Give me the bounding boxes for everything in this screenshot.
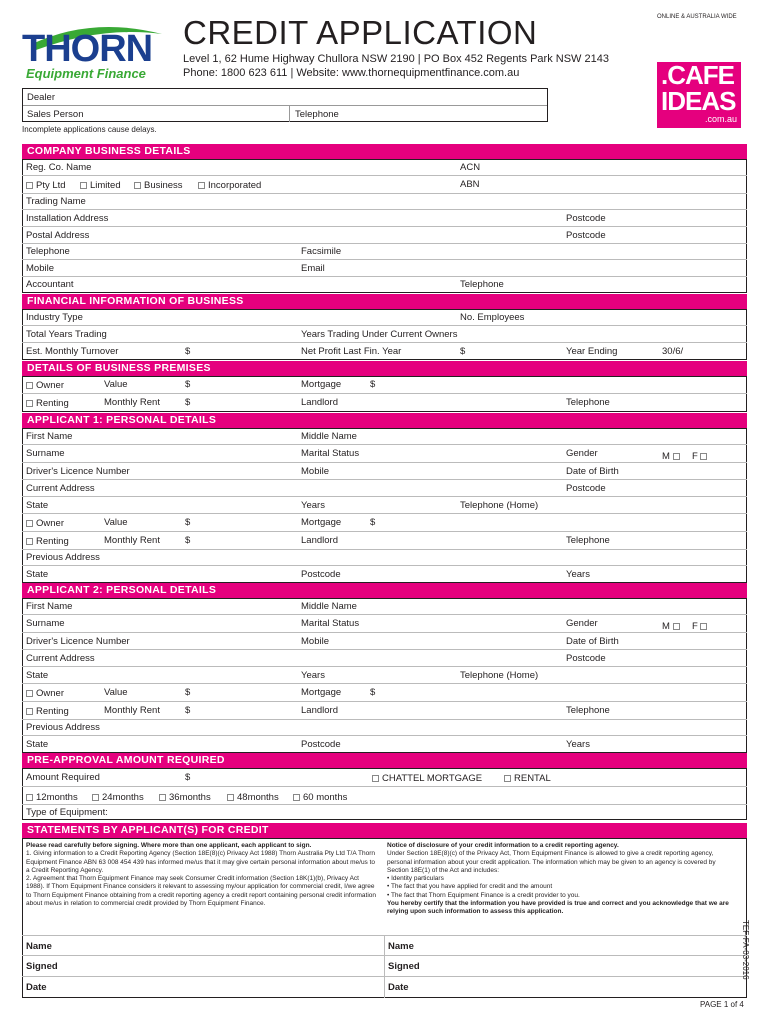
postal-postcode-label: Postcode bbox=[566, 230, 606, 241]
dealer-box bbox=[22, 88, 548, 122]
sales-person-label: Sales Person bbox=[27, 109, 84, 120]
licence-label: Driver's Licence Number bbox=[26, 466, 130, 477]
dollar-sign: $ bbox=[370, 687, 376, 698]
section-applicant-1: APPLICANT 1: PERSONAL DETAILS bbox=[22, 413, 747, 428]
monthly-rent-label: Monthly Rent bbox=[104, 397, 160, 408]
signed-label-1: Signed bbox=[26, 961, 58, 972]
years-label: Years bbox=[301, 500, 325, 511]
a2-owner-checkbox[interactable] bbox=[26, 690, 33, 697]
cafe-logo-line1: .CAFE bbox=[661, 60, 734, 90]
cafe-logo-line3: .com.au bbox=[704, 114, 737, 124]
dollar-sign: $ bbox=[185, 535, 191, 546]
dealer-field[interactable] bbox=[23, 89, 547, 106]
years-trading-row[interactable] bbox=[22, 326, 747, 343]
net-profit-label: Net Profit Last Fin. Year bbox=[301, 346, 402, 357]
surname-label: Surname bbox=[26, 448, 65, 459]
value-label: Value bbox=[104, 687, 128, 698]
years-label: Years bbox=[566, 739, 590, 750]
statements-right-title: Notice of disclosure of your credit information to a credit reporting agency. bbox=[387, 842, 619, 849]
term-60-checkbox[interactable] bbox=[293, 794, 300, 801]
chattel-option[interactable]: CHATTEL MORTGAGE bbox=[372, 773, 482, 784]
renting-checkbox[interactable] bbox=[26, 400, 33, 407]
reg-co-name-label: Reg. Co. Name bbox=[26, 162, 92, 173]
telephone-label: Telephone bbox=[566, 535, 610, 546]
state-label: State bbox=[26, 739, 49, 750]
dollar-sign: $ bbox=[185, 705, 191, 716]
phone-line: Phone: 1800 623 611 | Website: www.thornequipmentfinance.com.au bbox=[183, 67, 520, 79]
gender-m-option[interactable]: M bbox=[662, 451, 683, 462]
reg-co-name-row[interactable] bbox=[22, 159, 747, 176]
address-line: Level 1, 62 Hume Highway Chullora NSW 2190 | PO Box 452 Regents Park NSW 2143 bbox=[183, 53, 609, 65]
a2-renting-option[interactable]: Renting bbox=[26, 706, 69, 717]
term-48-option[interactable]: 48months bbox=[227, 792, 279, 803]
section-company: COMPANY BUSINESS DETAILS bbox=[22, 144, 747, 159]
dealer-telephone-label: Telephone bbox=[295, 109, 339, 120]
pty-ltd-option[interactable]: Pty Ltd bbox=[26, 180, 66, 191]
landlord-label: Landlord bbox=[301, 535, 338, 546]
date-label-1: Date bbox=[26, 982, 47, 993]
a2-state-row[interactable] bbox=[22, 667, 747, 684]
term-48-checkbox[interactable] bbox=[227, 794, 234, 801]
landlord-telephone-label: Telephone bbox=[566, 397, 610, 408]
dollar-sign: $ bbox=[370, 517, 376, 528]
section-statements: STATEMENTS BY APPLICANT(S) FOR CREDIT bbox=[22, 823, 747, 838]
accountant-telephone-label: Telephone bbox=[460, 279, 504, 290]
term-24-checkbox[interactable] bbox=[92, 794, 99, 801]
company-address bbox=[183, 52, 609, 80]
signature-signed-row[interactable] bbox=[22, 956, 747, 977]
industry-row[interactable] bbox=[22, 309, 747, 326]
renting-option[interactable]: Renting bbox=[26, 398, 69, 409]
accountant-row[interactable] bbox=[22, 277, 747, 293]
postcode-label: Postcode bbox=[566, 213, 606, 224]
sales-person-field[interactable] bbox=[23, 106, 547, 123]
installation-address-row[interactable] bbox=[22, 210, 747, 227]
dob-label: Date of Birth bbox=[566, 466, 619, 477]
value-label: Value bbox=[104, 517, 128, 528]
acn-label: ACN bbox=[460, 162, 481, 173]
limited-option[interactable]: Limited bbox=[80, 180, 121, 191]
thorn-logo bbox=[22, 24, 174, 84]
mortgage-label: Mortgage bbox=[301, 687, 342, 698]
a1-renting-option[interactable]: Renting bbox=[26, 536, 69, 547]
gender-m-checkbox[interactable] bbox=[673, 453, 680, 460]
middle-name-label: Middle Name bbox=[301, 601, 357, 612]
form-code: TEF-FA-03-2016 bbox=[741, 920, 750, 980]
section-financial: FINANCIAL INFORMATION OF BUSINESS bbox=[22, 294, 747, 309]
monthly-turnover-label: Est. Monthly Turnover bbox=[26, 346, 119, 357]
a2-renting-checkbox[interactable] bbox=[26, 708, 33, 715]
gender-label: Gender bbox=[566, 618, 598, 629]
a1-licence-row[interactable] bbox=[22, 463, 747, 480]
page-number: PAGE 1 of 4 bbox=[700, 1000, 744, 1009]
total-years-label: Total Years Trading bbox=[26, 329, 107, 340]
previous-address-label: Previous Address bbox=[26, 552, 100, 563]
statements-left-title: Please read carefully before signing. Where more than one applicant, each applicant to sign. bbox=[26, 842, 312, 849]
dollar-sign: $ bbox=[185, 346, 191, 357]
industry-type-label: Industry Type bbox=[26, 312, 83, 323]
a2-owner-option[interactable]: Owner bbox=[26, 688, 64, 699]
postal-address-label: Postal Address bbox=[26, 230, 90, 241]
cafe-logo-line2: IDEAS bbox=[661, 86, 736, 116]
disclosure-bullet-1: • Identity particulars bbox=[387, 875, 444, 883]
rental-checkbox[interactable] bbox=[504, 775, 511, 782]
current-address-label: Current Address bbox=[26, 653, 95, 664]
disclosure-bullet-2: • The fact that you have applied for credit and the amount bbox=[387, 883, 553, 891]
owner-option[interactable]: Owner bbox=[26, 380, 64, 391]
dollar-sign: $ bbox=[185, 517, 191, 528]
state-label: State bbox=[26, 569, 49, 580]
mobile-row[interactable] bbox=[22, 260, 747, 277]
a2-first-name-row[interactable] bbox=[22, 598, 747, 615]
premises-owner-row[interactable] bbox=[22, 376, 747, 394]
a1-prev-state-row[interactable] bbox=[22, 566, 747, 583]
postcode-label: Postcode bbox=[566, 653, 606, 664]
statements-right bbox=[387, 842, 739, 917]
term-24-option[interactable]: 24months bbox=[92, 792, 144, 803]
gender-label: Gender bbox=[566, 448, 598, 459]
premises-renting-row[interactable] bbox=[22, 394, 747, 412]
a1-current-address-row[interactable] bbox=[22, 480, 747, 497]
dollar-sign: $ bbox=[185, 397, 191, 408]
date-label-2: Date bbox=[388, 982, 409, 993]
a2-gender-f-checkbox[interactable] bbox=[700, 623, 707, 630]
statements-left bbox=[26, 842, 378, 908]
turnover-row[interactable] bbox=[22, 343, 747, 360]
a2-gender-m-option[interactable]: M bbox=[662, 621, 683, 632]
telephone-home-label: Telephone (Home) bbox=[460, 670, 539, 681]
rental-option[interactable]: RENTAL bbox=[504, 773, 551, 784]
term-36-option[interactable]: 36months bbox=[159, 792, 211, 803]
value-label: Value bbox=[104, 379, 128, 390]
state-label: State bbox=[26, 670, 49, 681]
cafe-ideas-logo bbox=[657, 62, 741, 130]
mobile-label: Mobile bbox=[301, 466, 329, 477]
current-address-label: Current Address bbox=[26, 483, 95, 494]
a1-renting-checkbox[interactable] bbox=[26, 538, 33, 545]
signature-date-row[interactable] bbox=[22, 977, 747, 998]
company-mobile-label: Mobile bbox=[26, 263, 54, 274]
a2-surname-row[interactable] bbox=[22, 615, 747, 633]
equipment-type-label: Type of Equipment: bbox=[26, 807, 108, 818]
first-name-label: First Name bbox=[26, 431, 73, 442]
statement-1: 1. Giving information to a Credit Reporting Agency (Section 18E(8)(c) Privacy Act 1988) Thorn Australia Pty Ltd T/A Thorn Equipment Finance ABN 63 008 454 439 has informed me/us that it may give certain personal information about me/us to a Credit Reporting Agency. bbox=[26, 850, 376, 874]
business-checkbox[interactable] bbox=[134, 182, 141, 189]
term-12-option[interactable]: 12months bbox=[26, 792, 78, 803]
telephone-label: Telephone bbox=[566, 705, 610, 716]
signed-label-2: Signed bbox=[388, 961, 420, 972]
gender-f-option[interactable]: F bbox=[692, 451, 710, 462]
email-label: Email bbox=[301, 263, 325, 274]
company-telephone-label: Telephone bbox=[26, 246, 70, 257]
monthly-rent-label: Monthly Rent bbox=[104, 535, 160, 546]
dollar-sign: $ bbox=[460, 346, 466, 357]
landlord-label: Landlord bbox=[301, 397, 338, 408]
facsimile-label: Facsimile bbox=[301, 246, 342, 257]
postcode-label: Postcode bbox=[301, 569, 341, 580]
abn-label: ABN bbox=[460, 179, 480, 190]
a2-licence-row[interactable] bbox=[22, 633, 747, 650]
gender-f-checkbox[interactable] bbox=[700, 453, 707, 460]
limited-checkbox[interactable] bbox=[80, 182, 87, 189]
disclosure-bullet-3: • The fact that Thorn Equipment Finance is a credit provider to you. bbox=[387, 891, 580, 899]
telephone-home-label: Telephone (Home) bbox=[460, 500, 539, 511]
statement-2: 2. Agreement that Thorn Equipment Finance may seek Consumer Credit information (Section 18K(1)(b), Privacy Act 1988). If Thorn Equipment Finance considers it relevant to assessing my/our application for commercial credit, I/we agree to Thorn Equipment Finance obtaining from a credit reporting agency a credit report containing personal credit information about me/us in relation to commercial credit provided by Thorn Equipment Finance. bbox=[26, 875, 376, 908]
name-label-2: Name bbox=[388, 941, 414, 952]
a1-previous-address-row[interactable] bbox=[22, 550, 747, 566]
a2-previous-address-row[interactable] bbox=[22, 720, 747, 736]
business-option[interactable]: Business bbox=[134, 180, 183, 191]
monthly-rent-label: Monthly Rent bbox=[104, 705, 160, 716]
certification-text: You hereby certify that the information you have provided is true and correct and you acknowledge that we are relying upon such information to assess this application. bbox=[387, 900, 729, 916]
a2-renting-row[interactable] bbox=[22, 702, 747, 720]
surname-label: Surname bbox=[26, 618, 65, 629]
dollar-sign: $ bbox=[185, 379, 191, 390]
section-applicant-2: APPLICANT 2: PERSONAL DETAILS bbox=[22, 583, 747, 598]
dob-label: Date of Birth bbox=[566, 636, 619, 647]
postcode-label: Postcode bbox=[566, 483, 606, 494]
owner-checkbox[interactable] bbox=[26, 382, 33, 389]
section-preapproval: PRE-APPROVAL AMOUNT REQUIRED bbox=[22, 753, 747, 768]
installation-address-label: Installation Address bbox=[26, 213, 109, 224]
years-label: Years bbox=[566, 569, 590, 580]
a2-prev-state-row[interactable] bbox=[22, 736, 747, 753]
a1-state-row[interactable] bbox=[22, 497, 747, 514]
equipment-type-row[interactable] bbox=[22, 805, 747, 820]
mobile-label: Mobile bbox=[301, 636, 329, 647]
postal-address-row[interactable] bbox=[22, 227, 747, 244]
page-title: CREDIT APPLICATION bbox=[183, 14, 538, 51]
a1-renting-row[interactable] bbox=[22, 532, 747, 550]
licence-label: Driver's Licence Number bbox=[26, 636, 130, 647]
marital-status-label: Marital Status bbox=[301, 618, 360, 629]
entity-type-row bbox=[22, 176, 747, 194]
amount-required-label: Amount Required bbox=[26, 772, 100, 783]
years-label: Years bbox=[301, 670, 325, 681]
incorporated-checkbox[interactable] bbox=[198, 182, 205, 189]
no-employees-label: No. Employees bbox=[460, 312, 525, 323]
middle-name-label: Middle Name bbox=[301, 431, 357, 442]
term-row bbox=[22, 787, 747, 805]
online-tag: ONLINE & AUSTRALIA WIDE bbox=[657, 14, 737, 20]
dollar-sign: $ bbox=[370, 379, 376, 390]
previous-address-label: Previous Address bbox=[26, 722, 100, 733]
dollar-sign: $ bbox=[185, 772, 191, 783]
mortgage-label: Mortgage bbox=[301, 517, 342, 528]
year-ending-label: Year Ending bbox=[566, 346, 618, 357]
telephone-row[interactable] bbox=[22, 244, 747, 260]
disclosure-text: Under Section 18E(8)(c) of the Privacy Act, Thorn Equipment Finance is allowed to give a credit reporting agency, personal information about your credit application. The information which may be given to an agency is covered by Section 18E(1) of the Act and includes: bbox=[387, 850, 716, 874]
postcode-label: Postcode bbox=[301, 739, 341, 750]
logo-subtext: Equipment Finance bbox=[26, 66, 146, 81]
a1-owner-checkbox[interactable] bbox=[26, 520, 33, 527]
a2-gender-f-option[interactable]: F bbox=[692, 621, 710, 632]
state-label: State bbox=[26, 500, 49, 511]
years-current-label: Years Trading Under Current Owners bbox=[301, 329, 458, 340]
term-36-checkbox[interactable] bbox=[159, 794, 166, 801]
mortgage-label: Mortgage bbox=[301, 379, 342, 390]
a1-surname-row[interactable] bbox=[22, 445, 747, 463]
name-label-1: Name bbox=[26, 941, 52, 952]
dealer-label: Dealer bbox=[27, 92, 55, 103]
pty-ltd-checkbox[interactable] bbox=[26, 182, 33, 189]
term-60-option[interactable]: 60 months bbox=[293, 792, 347, 803]
accountant-label: Accountant bbox=[26, 279, 74, 290]
signature-name-row[interactable] bbox=[22, 935, 747, 956]
section-premises: DETAILS OF BUSINESS PREMISES bbox=[22, 361, 747, 376]
a2-current-address-row[interactable] bbox=[22, 650, 747, 667]
marital-status-label: Marital Status bbox=[301, 448, 360, 459]
a1-first-name-row[interactable] bbox=[22, 428, 747, 445]
logo-text: THORN bbox=[22, 28, 153, 70]
year-ending-value: 30/6/ bbox=[662, 346, 684, 357]
a1-owner-option[interactable]: Owner bbox=[26, 518, 64, 529]
first-name-label: First Name bbox=[26, 601, 73, 612]
amount-row[interactable] bbox=[22, 768, 747, 787]
a2-owner-row[interactable] bbox=[22, 684, 747, 702]
incorporated-option[interactable]: Incorporated bbox=[198, 180, 261, 191]
landlord-label: Landlord bbox=[301, 705, 338, 716]
delay-note: Incomplete applications cause delays. bbox=[22, 125, 157, 134]
trading-name-row[interactable] bbox=[22, 194, 747, 210]
dollar-sign: $ bbox=[185, 687, 191, 698]
term-12-checkbox[interactable] bbox=[26, 794, 33, 801]
trading-name-label: Trading Name bbox=[26, 196, 86, 207]
a2-gender-m-checkbox[interactable] bbox=[673, 623, 680, 630]
a1-owner-row[interactable] bbox=[22, 514, 747, 532]
chattel-checkbox[interactable] bbox=[372, 775, 379, 782]
